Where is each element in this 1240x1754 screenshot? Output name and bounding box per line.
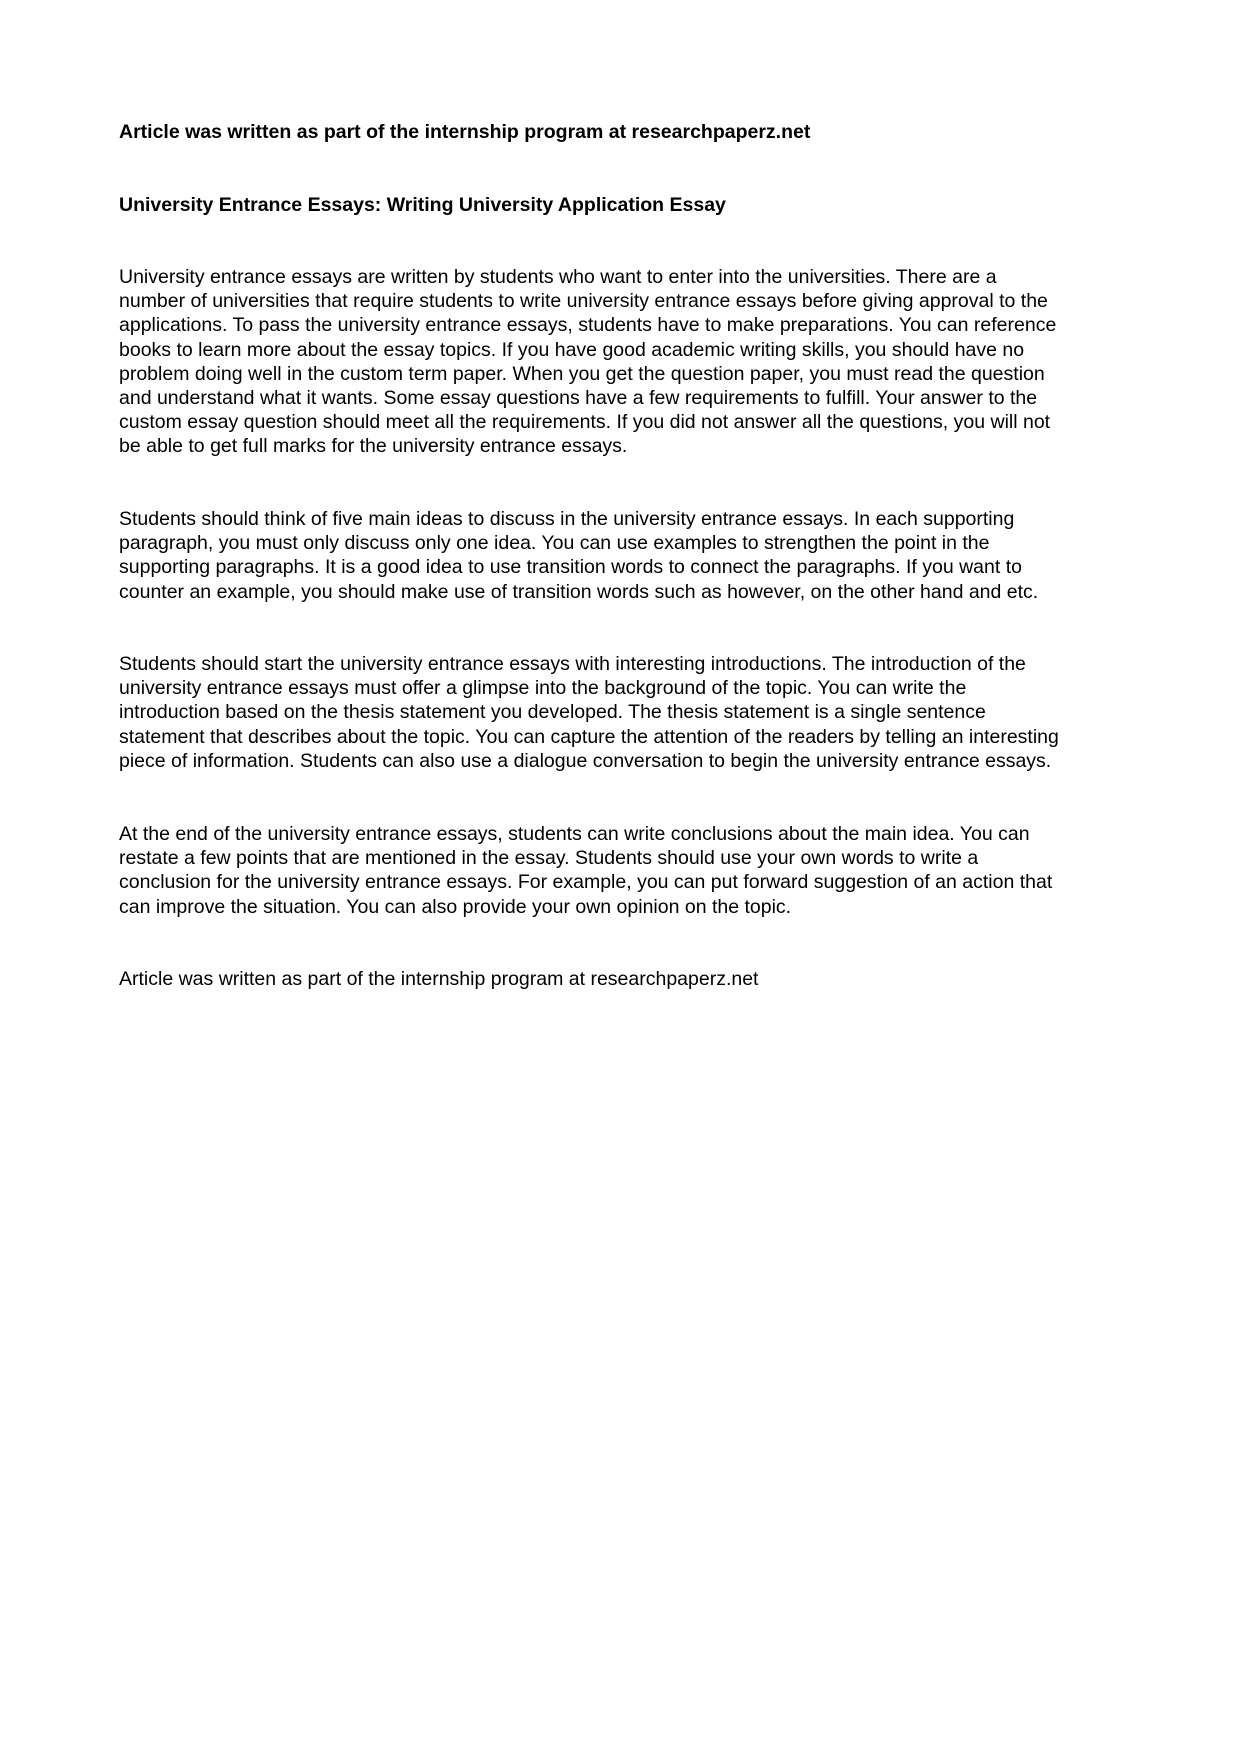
paragraph-line: counter an example, you should make use of transition words such as however, on the other hand and etc. [119, 580, 1039, 603]
footer-note: Article was written as part of the internship program at researchpaperz.net [119, 968, 759, 990]
paragraph-line: university entrance essays must offer a glimpse into the background of the topic. You can write the [119, 677, 967, 700]
paragraph-3 [119, 652, 1139, 773]
paragraph-line: restate a few points that are mentioned in the essay. Students should use your own words to write a [119, 847, 979, 870]
paragraph-line: Students should start the university entrance essays with interesting introductions. The introduction of the [119, 653, 1026, 675]
header-note: Article was written as part of the internship program at researchpaperz.net [119, 121, 811, 143]
paragraph-line: At the end of the university entrance essays, students can write conclusions about the main idea. You can [119, 823, 1030, 845]
paragraph-2 [119, 507, 1139, 604]
paragraph-line: number of universities that require students to write university entrance essays before giving approval to the [119, 290, 1048, 313]
paragraph-line: problem doing well in the custom term paper. When you get the question paper, you must read the question [119, 362, 1045, 385]
paragraph-line: piece of information. Students can also use a dialogue conversation to begin the university entrance essays. [119, 749, 1052, 772]
paragraph-line: custom essay question should meet all the requirements. If you did not answer all the questions, you will not [119, 411, 1051, 434]
paragraph-line: Students should think of five main ideas to discuss in the university entrance essays. In each supporting [119, 508, 1015, 530]
document-title: University Entrance Essays: Writing University Application Essay [119, 194, 726, 216]
paragraph-line: books to learn more about the essay topics. If you have good academic writing skills, you should have no [119, 338, 1025, 361]
paragraph-line: supporting paragraphs. It is a good idea to use transition words to connect the paragraphs. If you want to [119, 556, 1022, 579]
paragraph-line: introduction based on the thesis statement you developed. The thesis statement is a single sentence [119, 701, 986, 724]
paragraph-line: and understand what it wants. Some essay questions have a few requirements to fulfill. Your answer to the [119, 387, 1038, 410]
paragraph-line: statement that describes about the topic. You can capture the attention of the readers by telling an interesting [119, 725, 1059, 748]
paragraph-1 [119, 265, 1139, 459]
paragraph-line: conclusion for the university entrance essays. For example, you can put forward suggestion of an action that [119, 871, 1053, 894]
paragraph-line: applications. To pass the university entrance essays, students have to make preparations. You can reference [119, 314, 1057, 337]
paragraph-line: can improve the situation. You can also provide your own opinion on the topic. [119, 895, 792, 918]
paragraph-line: University entrance essays are written by students who want to enter into the universities. There are a [119, 266, 997, 288]
paragraph-line: be able to get full marks for the university entrance essays. [119, 435, 628, 458]
paragraph-4 [119, 822, 1139, 919]
paragraph-line: paragraph, you must only discuss only one idea. You can use examples to strengthen the point in the [119, 532, 990, 555]
